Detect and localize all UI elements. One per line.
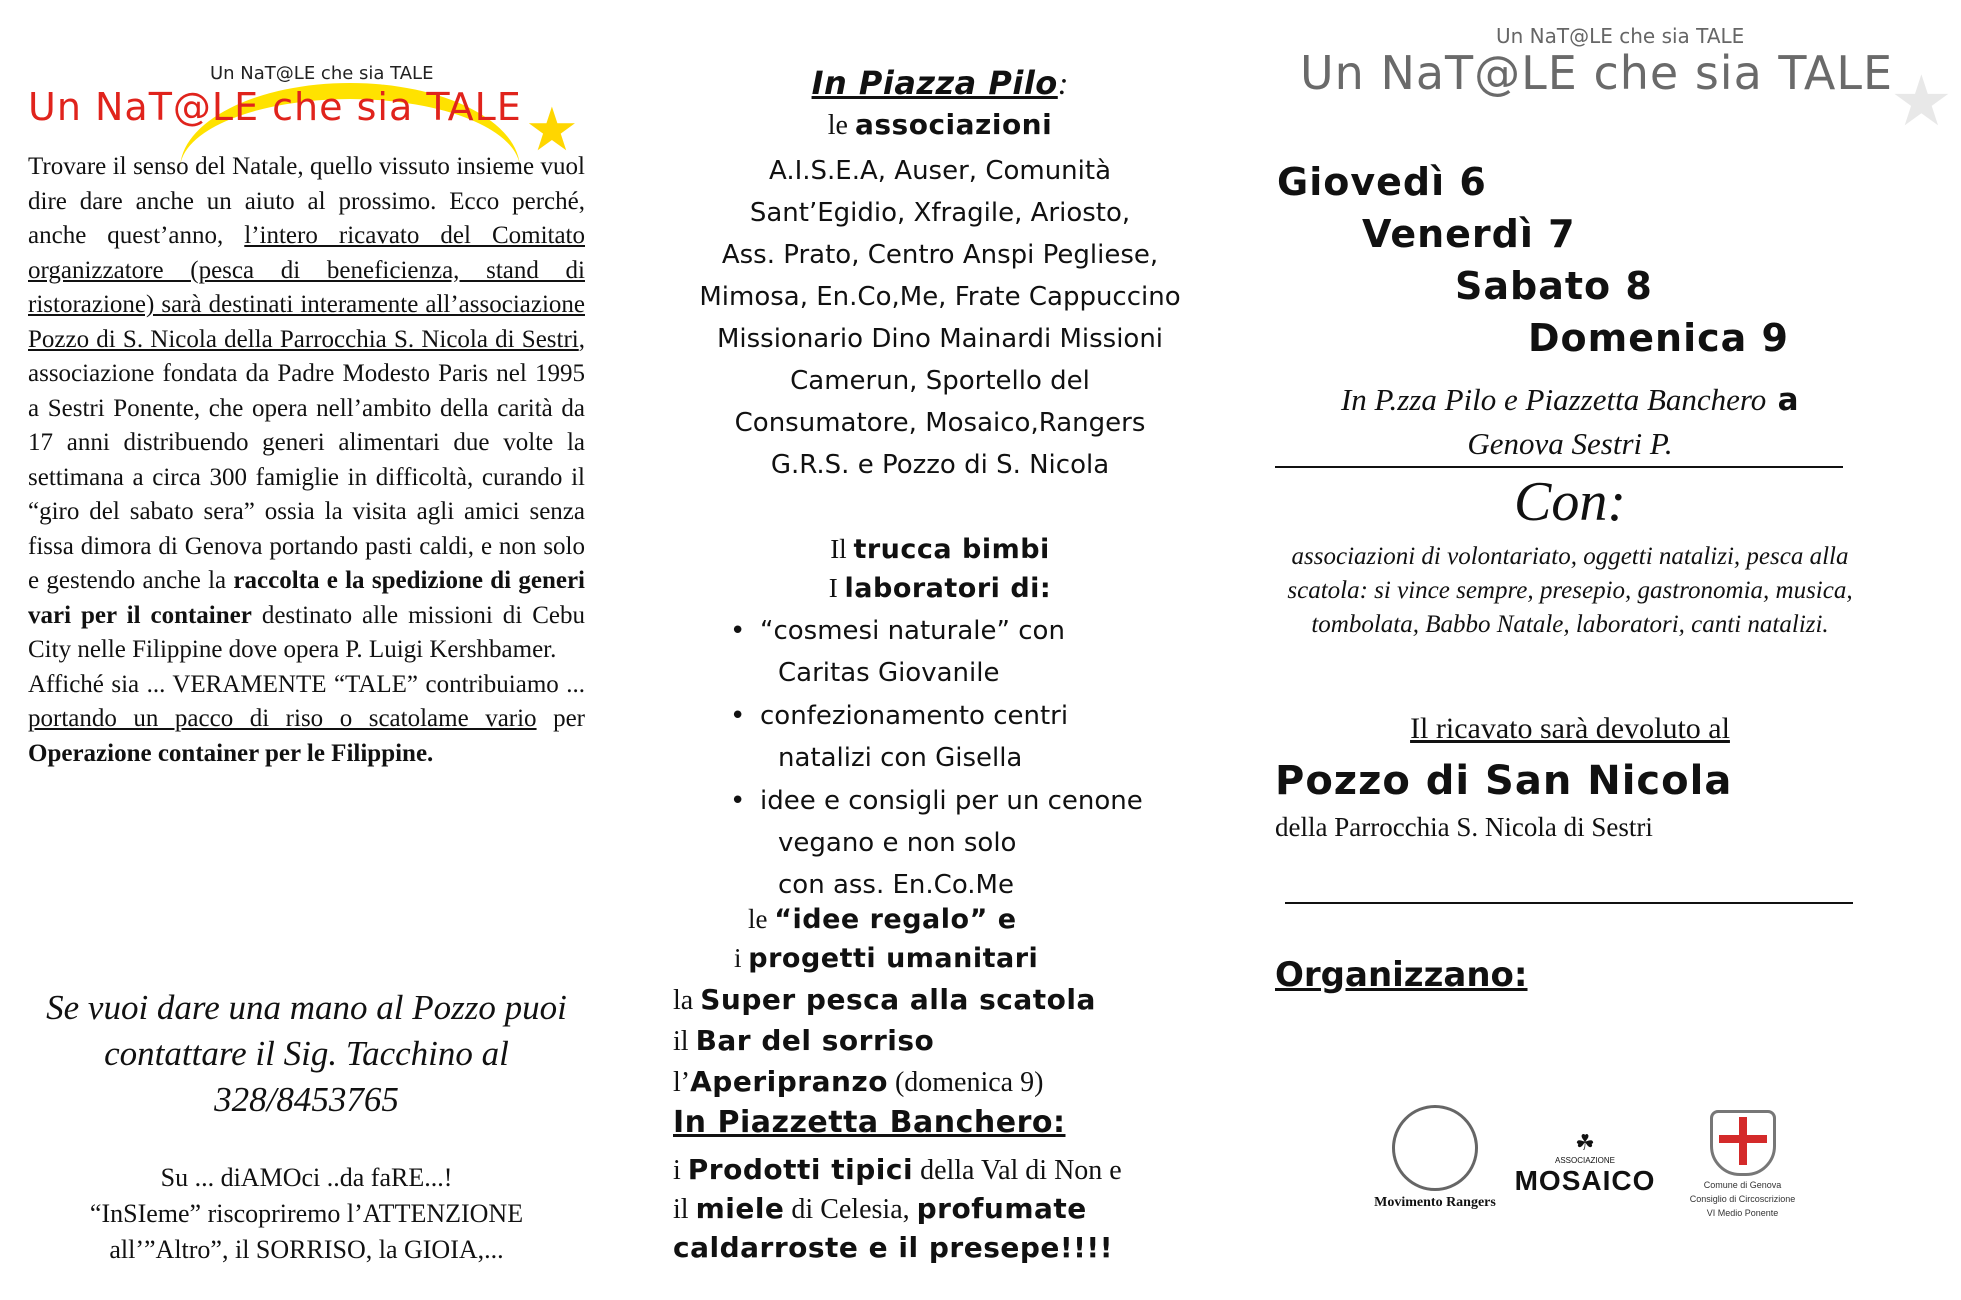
prodotti-tipici [673, 1150, 1233, 1191]
miele-celesia [673, 1189, 1233, 1230]
event-location [1270, 378, 1870, 466]
intro-bold: raccolta e la spedizione di generi vari per il container [28, 567, 585, 629]
assoc-line: Consumatore, Mosaico,Rangers [734, 408, 1146, 438]
profumate-word: profumate [916, 1192, 1087, 1225]
comune-logo [1675, 1110, 1810, 1218]
bullet-line: vegano e non solo [778, 828, 1017, 858]
list-item [730, 695, 1210, 779]
divider [1275, 466, 1843, 468]
i-word: I [828, 573, 845, 603]
appeal-bold: Operazione container per le Filippine. [28, 739, 434, 767]
bullet-line: idee e consigli per un cenone [760, 786, 1143, 816]
associazioni-word: associazioni [855, 108, 1053, 141]
prodotti-word: Prodotti tipici [687, 1153, 914, 1186]
association-list [660, 150, 1220, 486]
trucca-laboratori [660, 530, 1220, 608]
mosaico-sub: ASSOCIAZIONE [1554, 1156, 1615, 1165]
star-icon: ★ [525, 95, 579, 165]
logo-small-text: Un NaT@LE che sia TALE [210, 63, 434, 84]
il-word: il [673, 1026, 696, 1057]
miele-word: miele [695, 1192, 785, 1225]
comune-line-3: VI Medio Ponente [1706, 1208, 1779, 1218]
associazioni-heading [660, 108, 1220, 142]
assoc-line: Sant’Egidio, Xfragile, Ariosto, [749, 198, 1131, 228]
bullet-line: “cosmesi naturale” con [760, 616, 1065, 646]
bullet-icon: • [730, 616, 746, 646]
il-word: Il [830, 534, 854, 564]
bullet-icon: • [730, 701, 746, 731]
intro-paragraph [28, 150, 585, 771]
bullet-line: natalizi con Gisella [778, 743, 1023, 773]
laboratori-word: laboratori di: [844, 573, 1052, 604]
mosaico-label: MOSAICO [1514, 1165, 1656, 1196]
event-logo [20, 55, 580, 165]
bullet-icon: • [730, 786, 746, 816]
l-word: l’ [673, 1067, 691, 1098]
idee-regalo-word: “idee regalo” e [774, 904, 1017, 935]
rangers-emblem-icon [1392, 1105, 1478, 1191]
closing-text [28, 1160, 585, 1268]
location-a: a [1766, 382, 1800, 418]
con-heading: Con: [1514, 471, 1626, 533]
bar-word: Bar del sorriso [695, 1024, 935, 1057]
assoc-line: Missionario Dino Mainardi Missioni [716, 324, 1164, 354]
super-pesca-word: Super pesca alla scatola [700, 983, 1096, 1016]
appeal-text-2: per [536, 705, 586, 732]
pozzo-title: Pozzo di San Nicola [1275, 758, 1733, 804]
mosaico-logo [1505, 1130, 1665, 1200]
day-domenica: Domenica 9 [1528, 316, 1789, 360]
progetti-umanitari: progetti umanitari [748, 943, 1039, 974]
super-pesca [673, 980, 1233, 1021]
genova-shield-icon [1710, 1110, 1776, 1176]
celesia-word: di Celesia, [784, 1194, 917, 1225]
aperipranzo-word: Aperipranzo [690, 1065, 888, 1098]
intro-text-3: destinato alle missioni di Cebu City nelle Filippine dove opera P. Luigi Kershbamer. [28, 601, 585, 663]
val-di-non: della Val di Non e [913, 1155, 1122, 1186]
day-sabato: Sabato 8 [1455, 264, 1653, 308]
intro-text: Trovare il senso del Natale, quello vissuto insieme vuol dire dare anche un aiuto al prossimo. Ecco perché, anche quest’anno, [28, 153, 585, 249]
closing-line-2: “InSIeme” riscopriremo l’ATTENZIONE all’”Altro”, il SORRISO, la GIOIA,... [89, 1199, 524, 1264]
appeal-text: Affiché sia ... VERAMENTE “TALE” contribuiamo ... [28, 670, 585, 698]
le-word: le [827, 110, 855, 141]
clover-icon: ☘ [1575, 1130, 1595, 1155]
day-giovedi: Giovedì 6 [1277, 160, 1487, 204]
piazza-pilo-title: In Piazza Pilo [811, 64, 1058, 102]
logo-small-text: Un NaT@LE che sia TALE [1496, 24, 1745, 48]
rangers-label: Movimento Rangers [1374, 1195, 1496, 1210]
intro-text-2: , associazione fondata da Padre Modesto Paris nel 1995 a Sestri Ponente, che opera nell’ambito della carità da 17 anni distribuendo generi alimentari due volte la settimana a circa 300 famiglie in difficoltà, curando il “giro del sabato sera” ossia la visita agli amici senza fissa dimora di Genova portando pasti caldi, e non solo e gestendo anche la [28, 325, 585, 594]
domenica-note: (domenica 9) [887, 1067, 1044, 1098]
location-line-1: In P.zza Pilo e Piazzetta Banchero [1340, 382, 1767, 417]
bullet-line: Caritas Giovanile [778, 658, 1000, 688]
logo-big-text: Un NaT@LE che sia TALE [28, 85, 522, 129]
i-word: i [734, 943, 749, 973]
trucca-bimbi: trucca bimbi [853, 534, 1050, 565]
contact-callout: Se vuoi dare una mano al Pozzo puoi contattare il Sig. Tacchino al 328/8453765 [46, 988, 567, 1119]
assoc-line: Ass. Prato, Centro Anspi Pegliese, [721, 240, 1159, 270]
comune-line-1: Comune di Genova [1703, 1180, 1782, 1190]
organizzano-heading: Organizzano: [1275, 955, 1528, 995]
title-colon: : [1057, 65, 1069, 101]
closing-line-1: Su ... diAMOci ..da faRE...! [160, 1163, 453, 1192]
appeal-underlined: portando un pacco di riso o scatolame vario [28, 705, 537, 732]
con-description: associazioni di volontariato, oggetti natalizi, pesca alla scatola: si vince sempre, presepio, gastronomia, musica, tombolata, Babbo Natale, laboratori, canti natalizi. [1287, 543, 1853, 638]
assoc-line: A.I.S.E.A, Auser, Comunità [768, 156, 1112, 186]
parrocchia-text: della Parrocchia S. Nicola di Sestri [1275, 812, 1653, 842]
location-line-2: Genova Sestri P. [1467, 426, 1673, 461]
assoc-line: G.R.S. e Pozzo di S. Nicola [770, 450, 1110, 480]
il-word: il [673, 1194, 696, 1225]
day-venerdi: Venerdì 7 [1362, 212, 1576, 256]
assoc-line: Mimosa, En.Co,Me, Frate Cappuccino [699, 282, 1181, 312]
event-logo-gray [1300, 20, 1960, 142]
bullet-line: con ass. En.Co.Me [778, 870, 1014, 900]
intro-underlined: l’intero ricavato del Comitato organizzatore (pesca di beneficienza, stand di ristorazione) sarà destinati interamente all’associazione Pozzo di S. Nicola della Parrocchia S. Nicola di Sestri [28, 222, 585, 353]
le-word: le [748, 904, 775, 934]
list-item [730, 780, 1210, 906]
i-word: i [673, 1155, 688, 1186]
la-word: la [673, 985, 701, 1016]
ricavato-text: Il ricavato sarà devoluto al [1410, 712, 1730, 745]
bullet-line: confezionamento centri [760, 701, 1069, 731]
piazzetta-banchero-heading: In Piazzetta Banchero: [673, 1105, 1066, 1140]
star-icon: ★ [1890, 60, 1953, 142]
piazza-pilo-heading [660, 64, 1220, 102]
rangers-logo [1370, 1105, 1500, 1210]
assoc-line: Camerun, Sportello del [790, 366, 1090, 396]
divider [1285, 902, 1853, 904]
logo-big-text: Un NaT@LE che sia TALE [1300, 46, 1894, 100]
idee-regalo [734, 900, 1039, 978]
comune-line-2: Consiglio di Circoscrizione [1689, 1194, 1796, 1204]
bar-sorriso [673, 1021, 1233, 1062]
caldarroste: caldarroste e il presepe!!!! [673, 1231, 1113, 1264]
aperipranzo [673, 1062, 1233, 1103]
list-item [730, 610, 1210, 694]
